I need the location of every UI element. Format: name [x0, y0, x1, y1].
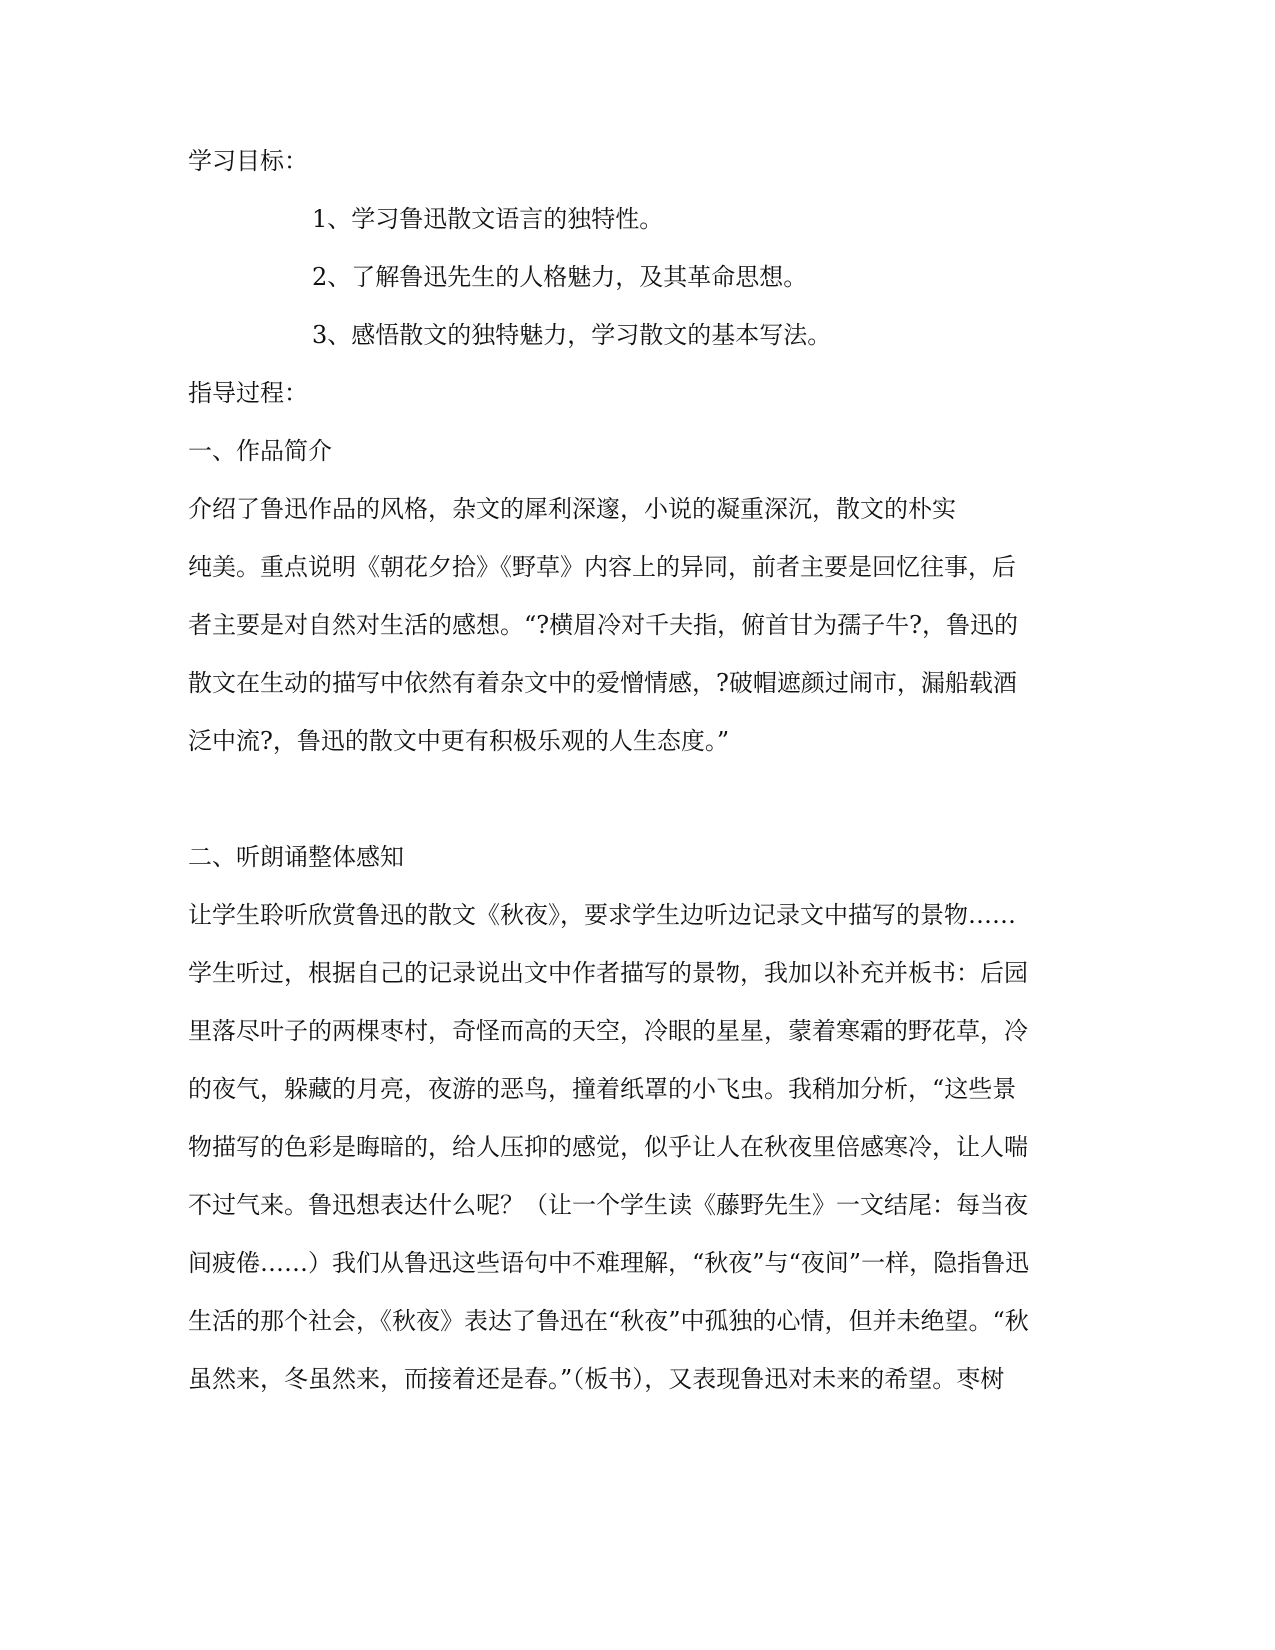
paragraph-line: 的夜气，躲藏的月亮，夜游的恶鸟，撞着纸罩的小飞虫。我稍加分析，“这些景	[188, 1075, 1017, 1103]
part1-title: 一、作品简介	[188, 437, 332, 465]
paragraph-line: 间疲倦……）我们从鲁迅这些语句中不难理解，“秋夜”与“夜间”一样，隐指鲁迅	[188, 1249, 1030, 1277]
objective-item: 3、感悟散文的独特魅力，学习散文的基本写法。	[312, 321, 832, 349]
paragraph-line: 里落尽叶子的两棵枣村，奇怪而高的天空，冷眼的星星，蒙着寒霜的野花草，冷	[188, 1017, 1028, 1045]
guidance-process-heading: 指导过程：	[188, 379, 308, 407]
paragraph-line: 介绍了鲁迅作品的风格，杂文的犀利深邃，小说的凝重深沉，散文的朴实	[188, 495, 956, 523]
paragraph-line: 者主要是对自然对生活的感想。“?横眉冷对千夫指，俯首甘为孺子牛?，鲁迅的	[188, 611, 1019, 639]
paragraph-line: 物描写的色彩是晦暗的，给人压抑的感觉，似乎让人在秋夜里倍感寒冷，让人喘	[188, 1133, 1028, 1161]
objective-item: 1、学习鲁迅散文语言的独特性。	[312, 205, 664, 233]
objective-item: 2、了解鲁迅先生的人格魅力，及其革命思想。	[312, 263, 808, 291]
paragraph-line: 不过气来。鲁迅想表达什么呢？（让一个学生读《藤野先生》一文结尾：每当夜	[188, 1191, 1028, 1219]
paragraph-line: 生活的那个社会，《秋夜》表达了鲁迅在“秋夜”中孤独的心情，但并未绝望。“秋	[188, 1307, 1029, 1335]
paragraph-line: 泛中流?，鲁迅的散文中更有积极乐观的人生态度。”	[188, 727, 730, 755]
paragraph-line: 让学生聆听欣赏鲁迅的散文《秋夜》，要求学生边听边记录文中描写的景物……	[188, 901, 1016, 929]
learning-objectives-heading: 学习目标：	[188, 147, 308, 175]
part2-title: 二、听朗诵整体感知	[188, 843, 404, 871]
paragraph-line: 学生听过，根据自己的记录说出文中作者描写的景物，我加以补充并板书：后园	[188, 959, 1028, 987]
paragraph-line: 虽然来，冬虽然来，而接着还是春。”（板书），又表现鲁迅对未来的希望。枣树	[188, 1365, 1005, 1393]
paragraph-line: 纯美。重点说明《朝花夕拾》《野草》内容上的异同，前者主要是回忆往事，后	[188, 553, 1016, 581]
paragraph-line: 散文在生动的描写中依然有着杂文中的爱憎情感，?破帽遮颜过闹市，漏船载酒	[188, 669, 1017, 697]
